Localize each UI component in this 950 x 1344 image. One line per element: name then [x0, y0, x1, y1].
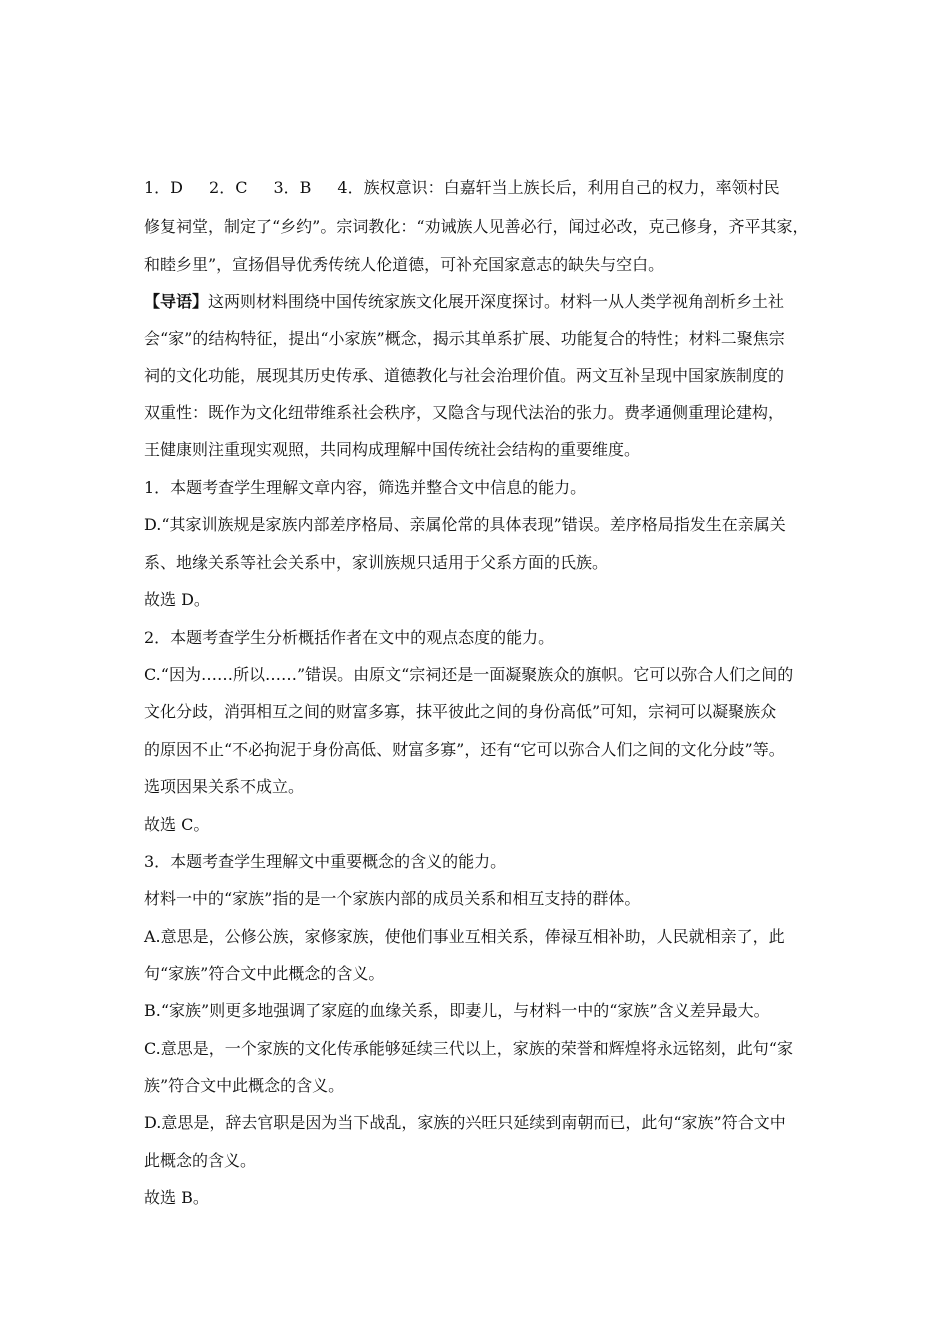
text-line: 1．本题考查学生理解文章内容，筛选并整合文中信息的能力。: [144, 478, 587, 497]
text-line: C.“因为……所以……”错误。由原文“宗祠还是一面凝聚族众的旗帜。它可以弥合人们之间的: [144, 665, 794, 684]
guide-label: 【导语】: [144, 292, 209, 311]
answer-3: 3．B: [273, 178, 312, 197]
text-line: 选项因果关系不成立。: [144, 777, 305, 796]
text-line: 双重性：既作为文化纽带维系社会秩序，又隐含与现代法治的张力。费孝通侧重理论建构，: [144, 403, 785, 422]
text-line: 的原因不止“不必拘泥于身份高低、财富多寡”，还有“它可以弥合人们之间的文化分歧”等。: [144, 740, 785, 759]
text-line: 材料一中的“家族”指的是一个家族内部的成员关系和相互支持的群体。: [144, 889, 641, 908]
text-line: 修复祠堂，制定了“乡约”。宗词教化：“劝诫族人见善必行，闻过必改，克己修身，齐平其家，: [144, 217, 809, 236]
text-line: 族”符合文中此概念的含义。: [144, 1076, 345, 1095]
answer-1: 1．D: [144, 178, 184, 197]
guide-paragraph: [144, 292, 784, 312]
text-line: 祠的文化功能，展现其历史传承、道德教化与社会治理价值。两文互补呈现中国家族制度的: [144, 366, 785, 385]
text-line: 此概念的含义。: [144, 1151, 257, 1170]
text-line: B.“家族”则更多地强调了家庭的血缘关系，即妻儿，与材料一中的“家族”含义差异最大。: [144, 1001, 770, 1020]
text-line: 故选 B。: [144, 1188, 209, 1207]
text-line: 会“家”的结构特征，提出“小家族”概念，揭示其单系扩展、功能复合的特性；材料二聚焦宗: [144, 329, 785, 348]
text-line: 系、地缘关系等社会关系中，家训族规只适用于父系方面的氏族。: [144, 553, 609, 572]
text-line: 文化分歧，消弭相互之间的财富多寡，抹平彼此之间的身份高低”可知，宗祠可以凝聚族众: [144, 702, 777, 721]
text-line: 3．本题考查学生理解文中重要概念的含义的能力。: [144, 852, 507, 871]
text-line: 故选 D。: [144, 590, 210, 609]
text-line: 和睦乡里”，宣扬倡导优秀传统人伦道德，可补充国家意志的缺失与空白。: [144, 255, 665, 274]
text-line: 故选 C。: [144, 815, 210, 834]
text-line: 王健康则注重现实观照，共同构成理解中国传统社会结构的重要维度。: [144, 440, 641, 459]
answer-4: 4．族权意识：白嘉轩当上族长后，利用自己的权力，率领村民: [337, 178, 780, 197]
text-line: C.意思是，一个家族的文化传承能够延续三代以上，家族的荣誉和辉煌将永远铭刻，此句“家: [144, 1039, 793, 1058]
text-line: D.意思是，辞去官职是因为当下战乱，家族的兴旺只延续到南朝而已，此句“家族”符合文中: [144, 1113, 786, 1132]
answer-row: [144, 178, 780, 198]
text-line: 2．本题考查学生分析概括作者在文中的观点态度的能力。: [144, 628, 555, 647]
text-line: 句“家族”符合文中此概念的含义。: [144, 964, 385, 983]
text-line: D.“其家训族规是家族内部差序格局、亲属伦常的具体表现”错误。差序格局指发生在亲属关: [144, 515, 786, 534]
text-line: 这两则材料围绕中国传统家族文化展开深度探讨。材料一从人类学视角剖析乡土社: [208, 292, 785, 311]
answer-2: 2．C: [209, 178, 248, 197]
text-line: A.意思是，公修公族，家修家族，使他们事业互相关系，俸禄互相补助，人民就相亲了，此: [144, 927, 785, 946]
